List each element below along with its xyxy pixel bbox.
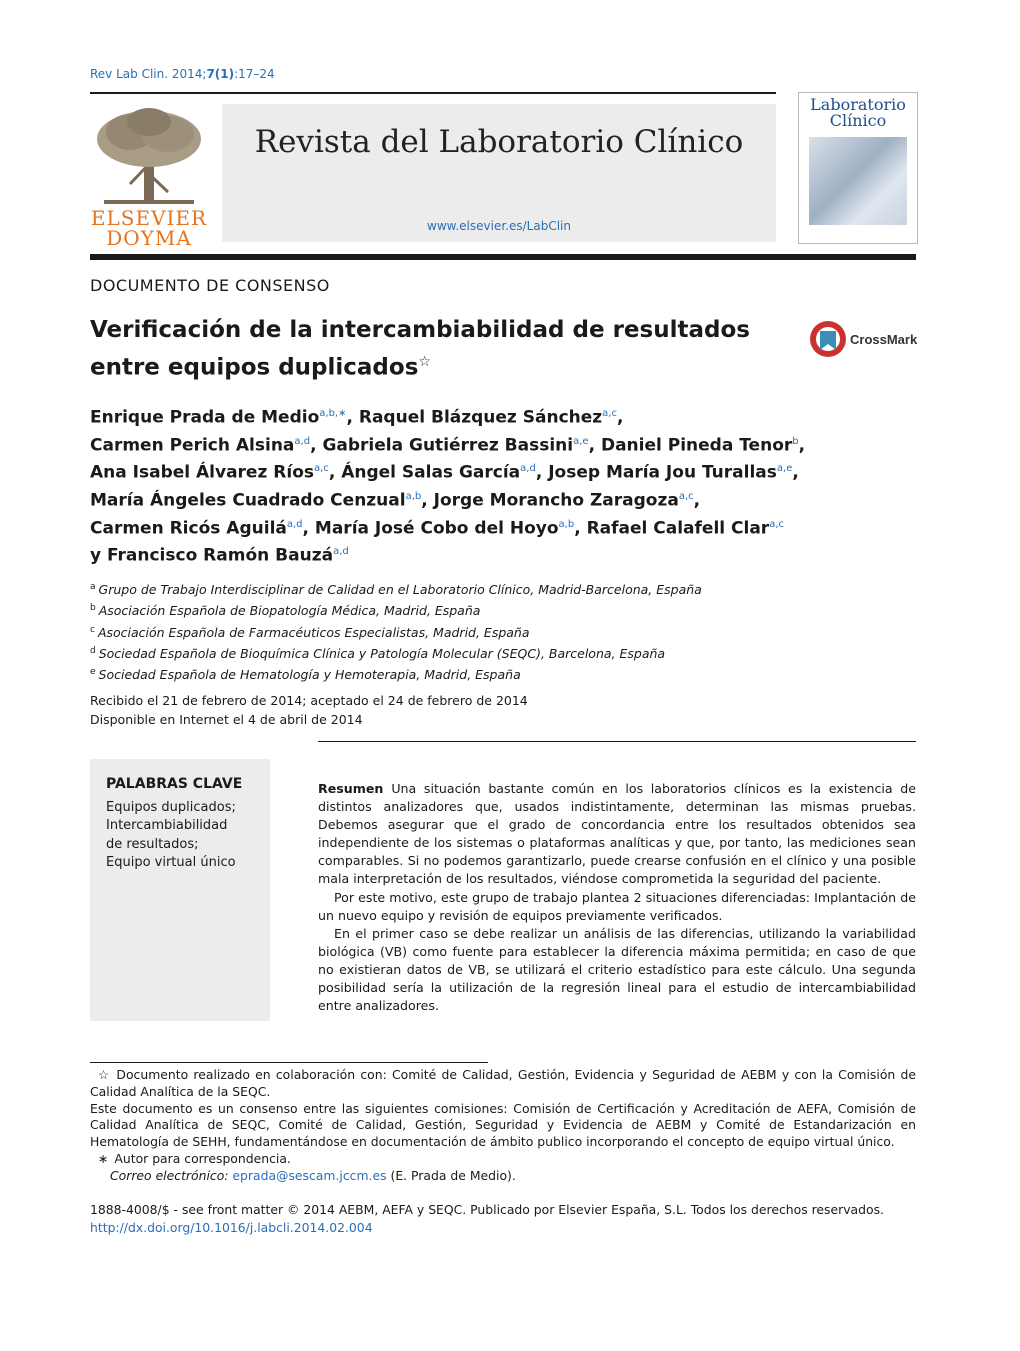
copyright-footer <box>90 1201 916 1237</box>
author-separator: , <box>798 435 806 456</box>
affiliation-text: Asociación Española de Biopatología Médica, Madrid, España <box>98 603 481 619</box>
author-name: Carmen Ricós Aguilá <box>90 518 287 539</box>
author-separator: , <box>310 435 323 456</box>
author-affil-sup[interactable]: a,b <box>405 490 422 502</box>
abstract-paragraph: Por este motivo, este grupo de trabajo plantea 2 situaciones diferenciadas: Implantación de un nuevo equipo y revisión de equipos previamente verificados. <box>318 889 916 923</box>
citation-volume: 7(1) <box>206 67 235 81</box>
header-thick-rule <box>90 254 916 260</box>
author-separator: , <box>328 462 342 483</box>
received-accepted-date: Recibido el 21 de febrero de 2014; aceptado el 24 de febrero de 2014 <box>90 693 528 708</box>
author-separator: , <box>574 518 587 539</box>
author-line <box>90 402 850 430</box>
abstract-top-rule <box>318 741 916 742</box>
keyword-item: Equipos duplicados; <box>106 800 236 815</box>
author-name: Josep María Jou Turallas <box>548 462 777 483</box>
cover-title-line-1: Laboratorio <box>810 95 906 114</box>
author-name: Enrique Prada de Medio <box>90 407 320 428</box>
article-title <box>90 314 780 384</box>
author-separator: , <box>535 462 549 483</box>
author-affil-sup[interactable]: a,c <box>314 463 329 475</box>
author-line <box>90 485 850 513</box>
footnote-collaboration <box>90 1067 916 1101</box>
author-affil-sup[interactable]: a,d <box>520 463 536 475</box>
publisher-line-2: DOYMA <box>106 226 192 250</box>
footnotes <box>90 1067 916 1185</box>
author-affil-sup[interactable]: a,d <box>333 546 349 558</box>
author-affil-sup[interactable]: a,e <box>573 435 589 447</box>
affiliation-list <box>90 578 890 685</box>
article-history <box>90 692 890 729</box>
author-affil-sup[interactable]: a,d <box>286 518 303 530</box>
author-affil-sup[interactable]: a,c <box>678 490 694 502</box>
affiliation-item <box>90 621 890 642</box>
crossmark-badge[interactable] <box>808 318 918 360</box>
keyword-item: Intercambiabilidad <box>106 818 228 834</box>
citation-pages: :17–24 <box>234 67 275 81</box>
author-separator: , <box>421 490 434 511</box>
abstract <box>318 780 916 1015</box>
affiliation-item <box>90 578 890 599</box>
author-name: Carmen Perich Alsina <box>90 435 295 456</box>
author-separator: , <box>616 407 624 428</box>
author-name: Rafael Calafell Clar <box>586 518 770 539</box>
author-line <box>90 457 850 485</box>
journal-title: Revista del Laboratorio Clínico <box>254 124 744 160</box>
author-name: Jorge Morancho Zaragoza <box>433 490 679 511</box>
abstract-paragraph <box>318 780 916 889</box>
crossmark-icon <box>808 318 918 360</box>
author-affil-sup[interactable]: a,e <box>776 463 793 475</box>
author-affil-sup[interactable]: a,b <box>558 518 575 530</box>
cover-title <box>799 97 917 129</box>
publisher-line-1: ELSEVIER <box>90 206 208 230</box>
affiliation-sup: c <box>90 624 95 635</box>
author-affil-sup[interactable]: a,c <box>602 408 617 419</box>
cover-image <box>809 137 907 225</box>
article-type: DOCUMENTO DE CONSENSO <box>90 276 330 295</box>
author-separator: , <box>346 407 359 428</box>
affiliation-sup: d <box>90 646 96 657</box>
abstract-paragraph: En el primer caso se debe realizar un análisis de las diferencias, utilizando la variabilidad biológica (VB) como fuente para establecer la diferencia máxima permitida; en caso de que no existieran datos de VB, se utilizará el criterio estadístico para este cálculo. Una segunda posibilidad sería la utilización de la regresión lineal para el estudio de intercambiabilidad entre analizadores. <box>318 925 916 1014</box>
affiliation-item <box>90 599 890 620</box>
keywords-title: PALABRAS CLAVE <box>106 776 243 792</box>
email-link[interactable]: eprada@sescam.jccm.es <box>232 1167 387 1183</box>
author-separator: , <box>588 435 601 456</box>
keyword-item: Equipo virtual único <box>106 854 236 870</box>
author-line <box>90 430 850 458</box>
citation-prefix: Rev Lab Clin. 2014; <box>90 67 207 81</box>
keyword-item: de resultados; <box>106 836 199 852</box>
author-name: Raquel Blázquez Sánchez <box>358 407 603 428</box>
abstract-paragraph-text: Una situación bastante común en los laboratorios clínicos es la existencia de distintos analizadores que, usados indistintamente, determinan las mismas pruebas. Debemos asegurar que el grado de concordancia entre los resultados obtenidos sea independiente de los sistemas o plataformas analíticas y que, por tanto, las mediciones sean comparables. Si no podemos garantizarlo, puede crearse confusión en el clínico y una posible mala interpretación de los resultados, viéndose comprometida la seguridad del paciente. <box>318 781 916 887</box>
author-name: Ana Isabel Álvarez Ríos <box>90 462 314 483</box>
affiliation-text: Sociedad Española de Hematología y Hemoterapia, Madrid, España <box>98 667 521 683</box>
author-line <box>90 540 850 568</box>
author-separator: , <box>792 462 799 483</box>
footnote-rule <box>90 1062 488 1063</box>
online-date: Disponible en Internet el 4 de abril de 2014 <box>90 711 363 727</box>
footnote-email <box>90 1168 916 1185</box>
header-top-rule <box>90 92 776 94</box>
journal-cover-thumbnail[interactable] <box>798 92 918 244</box>
author-affil-sup[interactable]: a,b,∗ <box>319 408 347 419</box>
abstract-label: Resumen <box>318 781 384 796</box>
affiliation-sup: e <box>90 667 96 678</box>
title-line-1: Verificación de la intercambiabilidad de resultados <box>90 317 750 343</box>
affiliation-sup: a <box>90 582 96 592</box>
author-line <box>90 513 850 541</box>
correspondence-text: Autor para correspondencia. <box>114 1150 291 1166</box>
author-name: María Ángeles Cuadrado Cenzual <box>90 490 406 511</box>
footnote-correspondence <box>90 1151 916 1168</box>
cover-title-line-2: Clínico <box>829 111 887 130</box>
footnote-collaboration-text: Documento realizado en colaboración con: Comité de Calidad, Gestión, Evidencia y Seguridad de AEBM y con la Comisión de Calidad Analítica de la SEQC. <box>90 1067 916 1099</box>
author-name: Gabriela Gutiérrez Bassini <box>322 435 574 456</box>
author-name: María José Cobo del Hoyo <box>314 518 559 539</box>
author-list <box>90 402 850 568</box>
affiliation-sup: b <box>90 603 96 614</box>
author-name: Daniel Pineda Tenor <box>600 435 793 456</box>
email-owner: (E. Prada de Medio). <box>390 1167 516 1183</box>
affiliation-item <box>90 642 890 663</box>
issn-copyright: 1888-4008/$ - see front matter © 2014 AEBM, AEFA y SEQC. Publicado por Elsevier España, S.L. Todos los derechos reservados. <box>90 1202 884 1217</box>
email-label: Correo electrónico: <box>110 1167 229 1183</box>
title-footnote-star[interactable]: ☆ <box>418 354 431 370</box>
author-separator: , <box>693 490 701 511</box>
title-line-2 <box>90 346 780 384</box>
footnote-star: ☆ <box>98 1067 111 1082</box>
crossmark-label: CrossMark <box>850 332 918 347</box>
journal-url-link[interactable]: www.elsevier.es/LabClin <box>427 219 571 233</box>
footnote-asterisk: ∗ <box>98 1150 109 1166</box>
author-affil-sup[interactable]: a,d <box>294 435 311 447</box>
affiliation-item <box>90 663 890 684</box>
author-separator: , <box>302 518 315 539</box>
author-affil-sup[interactable]: b <box>792 435 799 447</box>
doi-link[interactable]: http://dx.doi.org/10.1016/j.labcli.2014.02.004 <box>90 1220 373 1235</box>
affiliation-text: Sociedad Española de Bioquímica Clínica y Patología Molecular (SEQC), Barcelona, España <box>98 646 666 662</box>
title-line-2-text: entre equipos duplicados <box>90 354 419 381</box>
author-name: y Francisco Ramón Bauzá <box>90 545 334 566</box>
author-affil-sup[interactable]: a,c <box>769 518 784 530</box>
keywords-list <box>106 799 266 872</box>
author-name: Ángel Salas García <box>341 462 521 483</box>
affiliation-text: Asociación Española de Farmacéuticos Especialistas, Madrid, España <box>97 624 530 640</box>
publisher-name <box>90 208 208 248</box>
journal-citation[interactable] <box>90 67 275 81</box>
footnote-consensus: Este documento es un consenso entre las siguientes comisiones: Comisión de Certificación y Acreditación de AEFA, Comisión de Calidad Analítica de SEQC, Comité de Calidad, Gestión, Seguridad y Evidencia de AEBM y Comité de Estandarización en Hematología de SEHH, fundamentándose en documentación de ámbito publico incorporando el concepto de equipo virtual único. <box>90 1100 916 1150</box>
affiliation-text: Grupo de Trabajo Interdisciplinar de Calidad en el Laboratorio Clínico, Madrid-Barcelona, España <box>98 582 702 598</box>
